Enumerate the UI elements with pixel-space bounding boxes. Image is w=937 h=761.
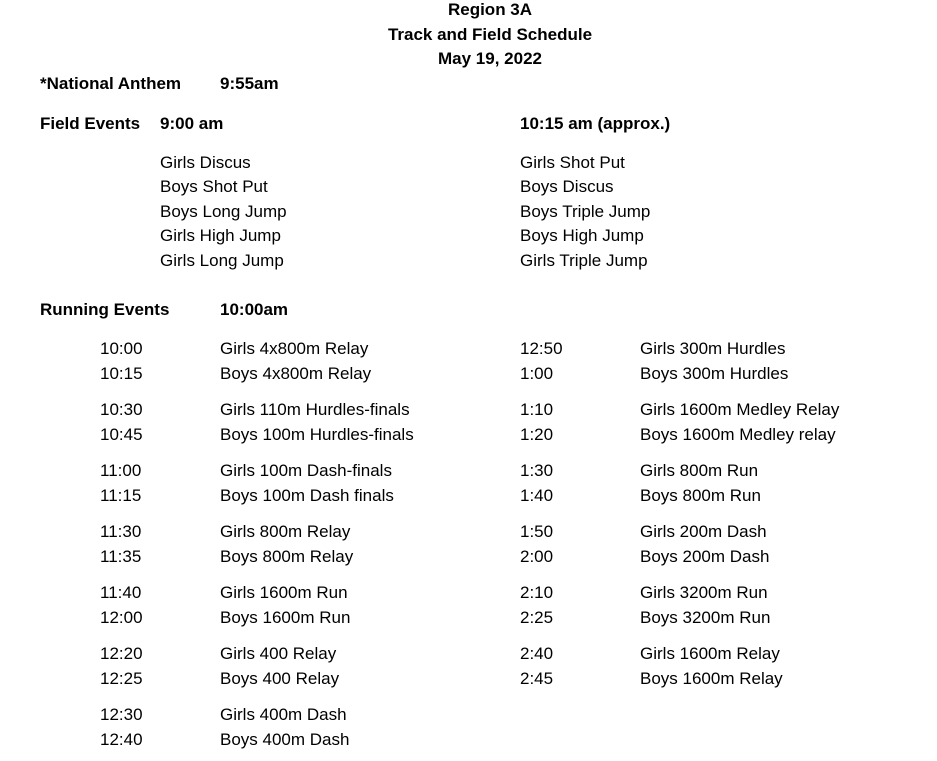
run-time: 2:10 (520, 583, 554, 602)
run-time: 1:10 (520, 400, 554, 419)
run-event: Boys 1600m Medley relay (640, 425, 836, 444)
field-event: Boys Triple Jump (520, 202, 651, 221)
field-event: Girls Long Jump (160, 251, 284, 270)
run-time: 1:00 (520, 364, 554, 383)
run-event: Boys 800m Relay (220, 547, 354, 566)
field-events-label: Field Events (40, 114, 141, 133)
field-event: Girls Triple Jump (520, 251, 648, 270)
run-time: 10:30 (100, 400, 143, 419)
run-time: 11:40 (100, 583, 142, 602)
run-event: Boys 100m Hurdles-finals (220, 425, 414, 444)
running-events-label: Running Events (40, 300, 170, 319)
run-time: 2:40 (520, 644, 554, 663)
run-time: 11:15 (100, 486, 142, 505)
header-title: Region 3A (447, 0, 533, 19)
run-time: 12:25 (100, 669, 143, 688)
run-event: Girls 1600m Run (220, 583, 348, 602)
field-event: Boys Shot Put (160, 177, 268, 196)
field-session1-time: 9:00 am (160, 114, 224, 133)
run-event: Girls 110m Hurdles-finals (220, 400, 410, 419)
run-event: Boys 3200m Run (640, 608, 771, 627)
run-event: Girls 400m Dash (220, 705, 347, 724)
run-time: 10:00 (100, 339, 143, 358)
run-time: 11:35 (100, 547, 142, 566)
anthem-time: 9:55am (220, 74, 279, 93)
run-time: 11:30 (100, 522, 142, 541)
field-event: Boys Discus (520, 177, 614, 196)
field-event: Boys High Jump (520, 226, 644, 245)
run-event: Girls 1600m Medley Relay (640, 400, 840, 419)
run-event: Girls 3200m Run (640, 583, 768, 602)
header-date: May 19, 2022 (438, 49, 542, 68)
field-event: Girls Discus (160, 153, 251, 172)
run-event: Girls 100m Dash-finals (220, 461, 392, 480)
run-event: Boys 300m Hurdles (640, 364, 789, 383)
run-time: 2:25 (520, 608, 554, 627)
anthem-label: *National Anthem (40, 74, 182, 93)
run-event: Girls 400 Relay (220, 644, 337, 663)
run-event: Boys 400m Dash (220, 730, 350, 749)
run-event: Girls 4x800m Relay (220, 339, 369, 358)
run-event: Girls 1600m Relay (640, 644, 780, 663)
run-time: 10:45 (100, 425, 143, 444)
run-time: 12:20 (100, 644, 143, 663)
run-time: 1:40 (520, 486, 554, 505)
header-subtitle: Track and Field Schedule (387, 25, 593, 44)
run-time: 12:50 (520, 339, 563, 358)
field-event: Girls Shot Put (520, 153, 625, 172)
run-time: 12:40 (100, 730, 143, 749)
run-event: Boys 1600m Relay (640, 669, 783, 688)
field-event: Boys Long Jump (160, 202, 287, 221)
run-time: 10:15 (100, 364, 143, 383)
run-time: 1:20 (520, 425, 554, 444)
run-event: Boys 100m Dash finals (220, 486, 394, 505)
run-time: 1:30 (520, 461, 554, 480)
run-event: Boys 4x800m Relay (220, 364, 372, 383)
field-session2-time: 10:15 am (approx.) (520, 114, 671, 133)
run-time: 12:00 (100, 608, 143, 627)
run-event: Girls 800m Run (640, 461, 759, 480)
run-event: Boys 400 Relay (220, 669, 340, 688)
run-event: Boys 1600m Run (220, 608, 351, 627)
run-event: Boys 800m Run (640, 486, 761, 505)
run-time: 2:00 (520, 547, 554, 566)
run-event: Girls 300m Hurdles (640, 339, 786, 358)
run-event: Girls 200m Dash (640, 522, 767, 541)
field-event: Girls High Jump (160, 226, 281, 245)
run-time: 1:50 (520, 522, 554, 541)
run-time: 12:30 (100, 705, 143, 724)
running-start-time: 10:00am (220, 300, 289, 319)
run-time: 11:00 (100, 461, 142, 480)
run-event: Girls 800m Relay (220, 522, 351, 541)
run-time: 2:45 (520, 669, 554, 688)
run-event: Boys 200m Dash (640, 547, 770, 566)
